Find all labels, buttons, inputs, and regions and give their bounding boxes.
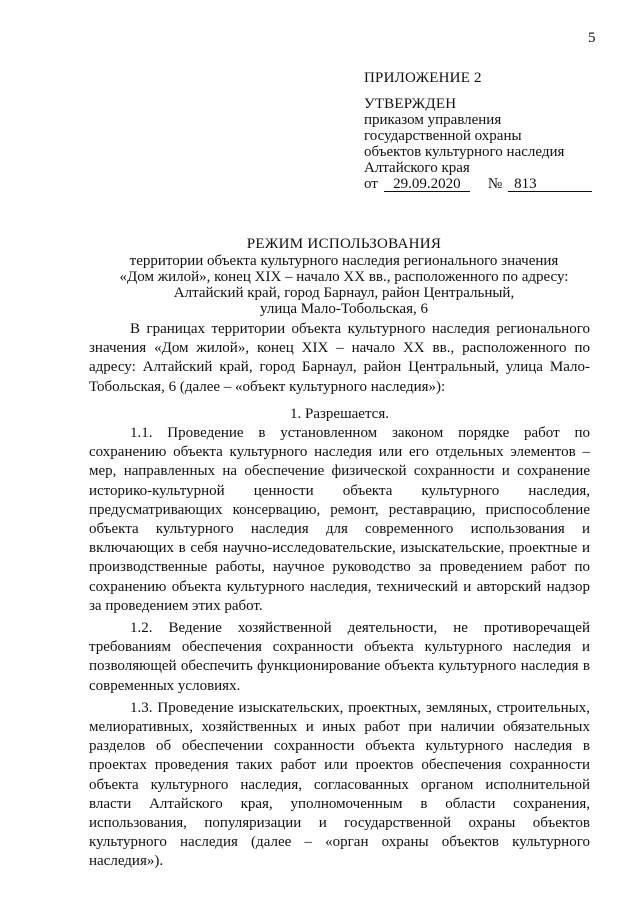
- intro-paragraph: В границах территории объекта культурного наследия регионального значения «Дом жилой», конец XIX – начало XX вв., расположенного по адресу: Алтайский край, город Барнаул, район Центральный, улица Мало-Тобольская, 6 (далее – «объект культурного наследия»):: [89, 321, 590, 395]
- title-main: РЕЖИМ ИСПОЛЬЗОВАНИЯ: [246, 236, 442, 252]
- order-date-line: [364, 176, 609, 192]
- title-line: улица Мало-Тобольская, 6: [260, 301, 428, 317]
- approval-line: объектов культурного наследия: [364, 144, 565, 160]
- page-number: 5: [588, 30, 596, 46]
- document-title: [60, 236, 628, 317]
- approval-line: государственной охраны: [364, 128, 522, 144]
- title-line: территории объекта культурного наследия регионального значения: [129, 253, 559, 269]
- number-prefix: №: [487, 176, 503, 192]
- title-line: «Дом жилой», конец XIX – начало XX вв., расположенного по адресу:: [119, 269, 569, 285]
- approval-line: приказом управления: [364, 112, 502, 128]
- approved-label: УТВЕРЖДЕН: [364, 96, 457, 112]
- order-number: 813: [508, 177, 592, 192]
- section-heading: 1. Разрешается.: [290, 405, 389, 422]
- document-body: [89, 320, 590, 872]
- appendix-label: ПРИЛОЖЕНИЕ 2: [364, 70, 482, 86]
- approval-block: [364, 70, 609, 192]
- approval-line: Алтайского края: [364, 160, 470, 176]
- date-prefix: от: [364, 176, 378, 192]
- order-date: 29.09.2020: [384, 177, 470, 192]
- paragraph-1-2: 1.2. Ведение хозяйственной деятельности, не противоречащей требованиям обеспечения сохранности объекта культурного наследия и позволяющей обеспечить функционирование объекта культурного наследия в современных условиях.: [89, 620, 590, 694]
- paragraph-1-1: 1.1. Проведение в установленном законом порядке работ по сохранению объекта культурного наследия или его отдельных элементов – мер, направленных на обеспечение физической сохранности и сохранение историко-культурной ценности объекта культурного наследия, предусматривающих консервацию, ремонт, реставрацию, приспособление объекта культурного наследия для современного использования и включающих в себя научно-исследовательские, изыскательские, проектные и производственные работы, научное руководство за проведением работ по сохранению объекта культурного наследия, технический и авторский надзор за проведением этих работ.: [89, 425, 590, 614]
- paragraph-1-3: 1.3. Проведение изыскательских, проектных, земляных, строительных, мелиоративных, хозяйственных и иных работ при наличии обязательных разделов об обеспечении сохранности объекта культурного наследия в проектах проведения таких работ или проектов обеспечения сохранности объекта культурного наследия, согласованных органом исполнительной власти Алтайского края, уполномоченным в области сохранения, использования, популяризации и государственной охраны объектов культурного наследия (далее – «орган охраны объектов культурного наследия»).: [89, 699, 590, 870]
- title-line: Алтайский край, город Барнаул, район Центральный,: [173, 285, 515, 301]
